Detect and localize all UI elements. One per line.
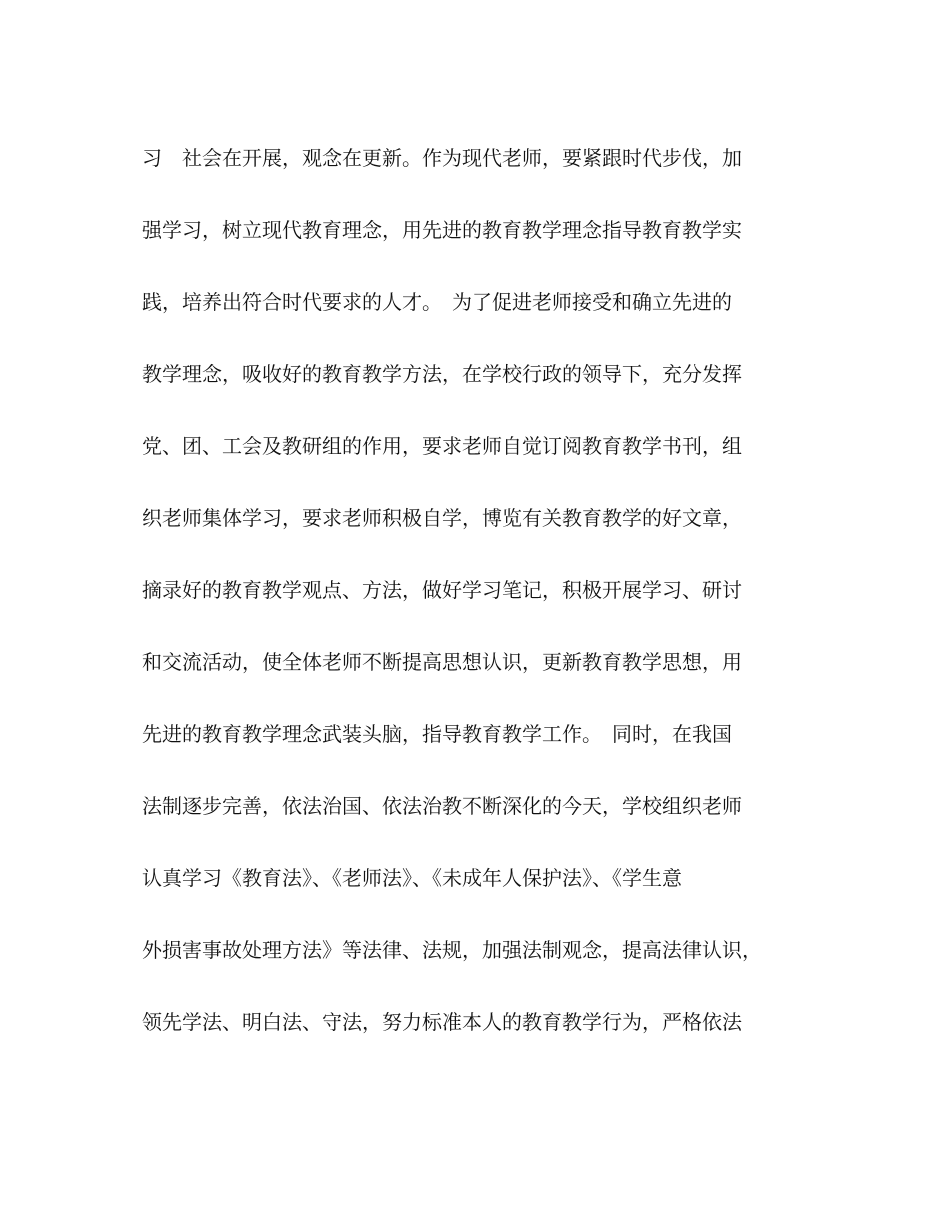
text-line: 领先学法、明白法、守法，努力标准本人的教育教学行为，严格依法: [142, 1010, 742, 1034]
text-line: 先进的教育教学理念武装头脑，指导教育教学工作。 同时，在我国: [142, 722, 732, 746]
text-line: 法制逐步完善，依法治国、依法治教不断深化的今天，学校组织老师: [142, 794, 742, 818]
text-line: 摘录好的教育教学观点、方法，做好学习笔记，积极开展学习、研讨: [142, 578, 742, 602]
body-text: [142, 134, 822, 1070]
text-line: 外损害事故处理方法》等法律、法规，加强法制观念，提高法律认识，: [142, 938, 762, 962]
text-line: 和交流活动，使全体老师不断提高思想认识，更新教育教学思想，用: [142, 650, 742, 674]
text-line: 习 社会在开展，观念在更新。作为现代老师，要紧跟时代步伐，加: [142, 146, 742, 170]
text-line: 织老师集体学习，要求老师积极自学，博览有关教育教学的好文章，: [142, 506, 742, 530]
text-line: 教学理念，吸收好的教育教学方法，在学校行政的领导下，充分发挥: [142, 362, 742, 386]
text-line: 认真学习《教育法》、《老师法》、《未成年人保护法》、《学生意: [142, 866, 682, 890]
text-line: 强学习，树立现代教育理念，用先进的教育教学理念指导教育教学实: [142, 218, 742, 242]
text-line: 党、团、工会及教研组的作用，要求老师自觉订阅教育教学书刊，组: [142, 434, 742, 458]
text-line: 践，培养出符合时代要求的人才。 为了促进老师接受和确立先进的: [142, 290, 732, 314]
